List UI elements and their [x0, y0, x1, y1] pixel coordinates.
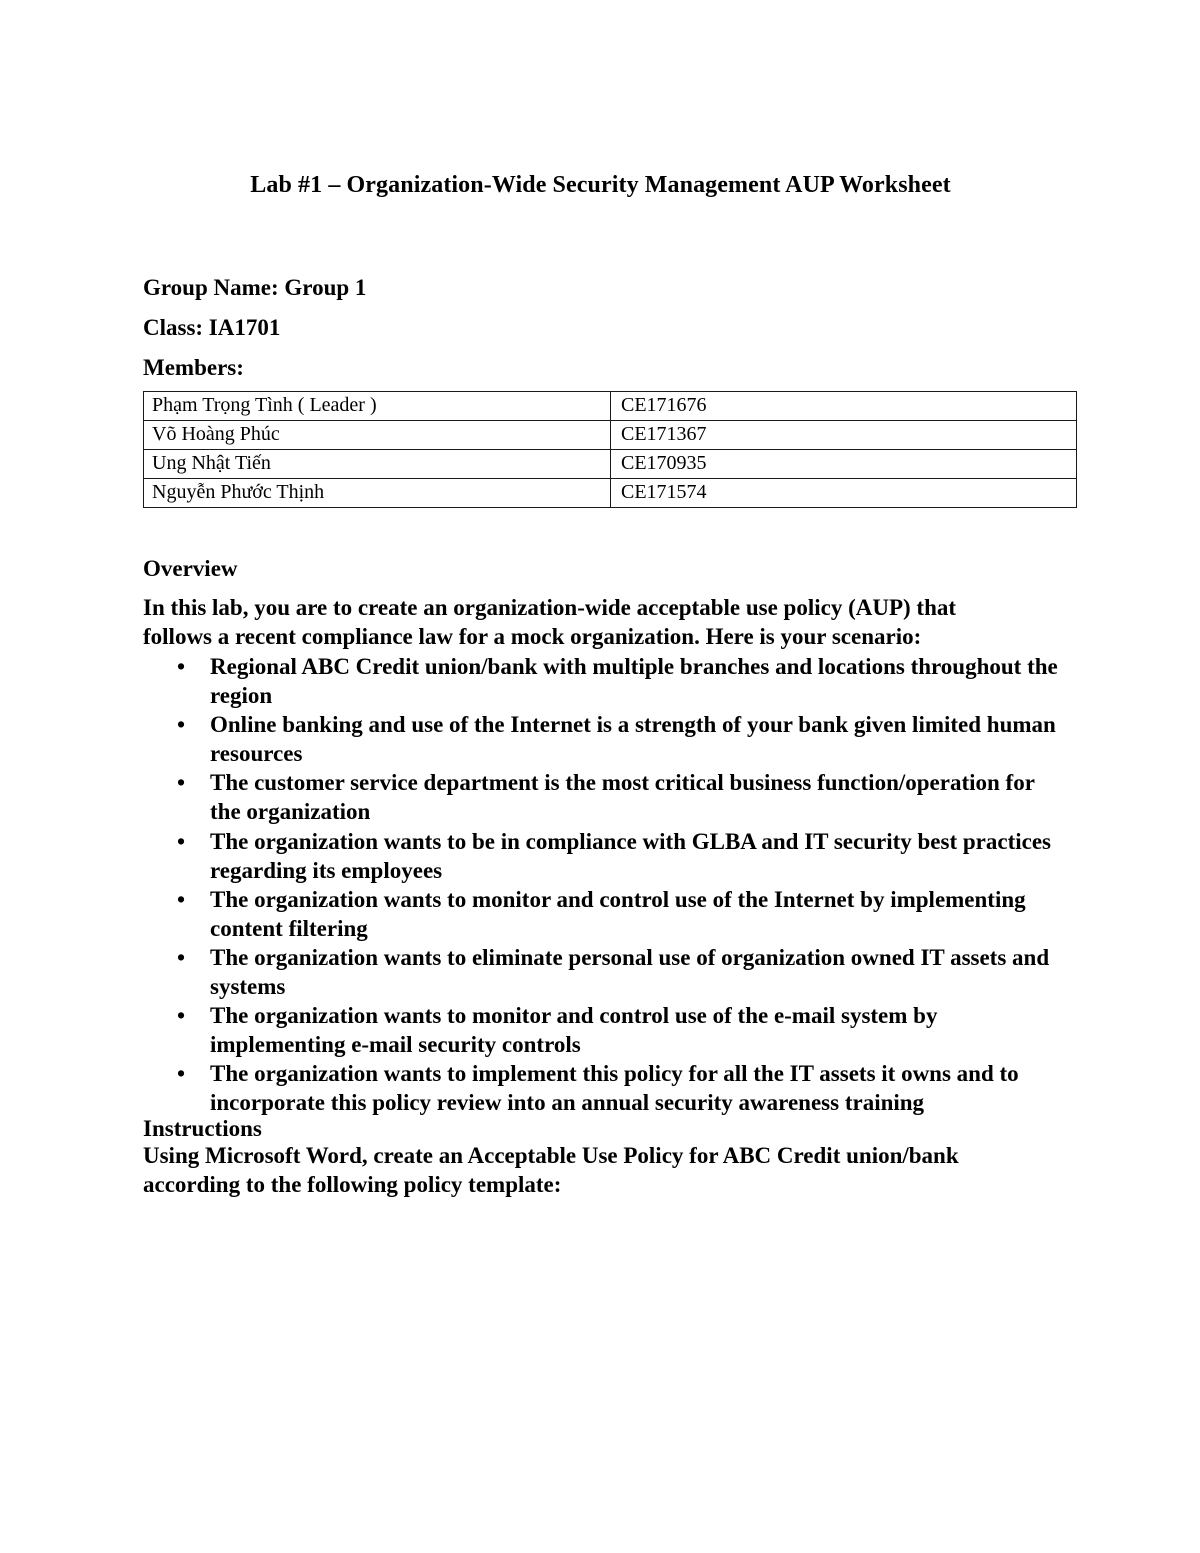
member-id-cell: CE171574 [611, 479, 1077, 508]
bullet-icon: • [177, 653, 186, 679]
bullet-icon: • [177, 1003, 186, 1029]
list-item [143, 943, 1058, 1001]
overview-intro-paragraph: In this lab, you are to create an organization-wide acceptable use policy (AUP) that follows a recent compliance law for a mock organization. Here is your scenario: [143, 595, 957, 649]
list-item [143, 827, 1058, 885]
list-item [143, 710, 1058, 768]
member-id-cell: CE171676 [611, 392, 1077, 421]
group-name-line: Group Name: Group 1 [143, 275, 367, 300]
table-row [144, 450, 1077, 479]
members-table [143, 391, 1077, 508]
members-table-body [144, 392, 1077, 508]
list-item-label: Regional ABC Credit union/bank with multiple branches and locations throughout the region [210, 653, 1058, 709]
list-item-label: The organization wants to be in compliance with GLBA and IT security best practices regarding its employees [210, 828, 1052, 883]
bullet-icon: • [177, 828, 186, 854]
bullet-icon: • [177, 770, 186, 796]
member-name-cell: Ung Nhật Tiến [144, 450, 611, 479]
list-item [143, 1059, 1058, 1117]
table-row [144, 479, 1077, 508]
member-name-cell: Phạm Trọng Tình ( Leader ) [144, 392, 611, 421]
member-id-cell: CE170935 [611, 450, 1077, 479]
table-row [144, 421, 1077, 450]
member-name-cell: Võ Hoàng Phúc [144, 421, 611, 450]
list-item-label: Online banking and use of the Internet is a strength of your bank given limited human resources [210, 712, 1056, 767]
bullet-icon: • [177, 712, 186, 738]
list-item [143, 1001, 1058, 1059]
list-item [143, 768, 1058, 826]
bullet-icon: • [177, 886, 186, 912]
class-line: Class: IA1701 [143, 315, 281, 340]
list-item-label: The customer service department is the most critical business function/operation for the organization [210, 770, 1035, 825]
instructions-paragraph: Using Microsoft Word, create an Acceptable Use Policy for ABC Credit union/bank according to the following policy template: [143, 1143, 959, 1198]
list-item [143, 885, 1058, 943]
page-title: Lab #1 – Organization-Wide Security Management AUP Worksheet [250, 172, 951, 198]
list-item-label: The organization wants to monitor and control use of the e-mail system by implementing e-mail security controls [210, 1003, 938, 1058]
list-item [143, 652, 1058, 710]
title-spacer [143, 200, 1058, 276]
table-row [144, 392, 1077, 421]
member-name-cell: Nguyễn Phước Thịnh [144, 479, 611, 508]
scenario-bullet-list [143, 652, 1058, 1118]
list-item-label: The organization wants to implement this policy for all the IT assets it owns and to incorporate this policy review into an annual security awareness training [210, 1061, 1019, 1116]
bullet-icon: • [177, 1061, 186, 1087]
overview-heading: Overview [143, 556, 238, 581]
instructions-heading: Instructions [143, 1116, 262, 1142]
document-content [143, 0, 1058, 1200]
member-id-cell: CE171367 [611, 421, 1077, 450]
list-item-label: The organization wants to eliminate personal use of organization owned IT assets and systems [210, 944, 1050, 999]
members-label: Members: [143, 355, 244, 380]
bullet-icon: • [177, 944, 186, 970]
list-item-label: The organization wants to monitor and control use of the Internet by implementing content filtering [210, 886, 1026, 941]
